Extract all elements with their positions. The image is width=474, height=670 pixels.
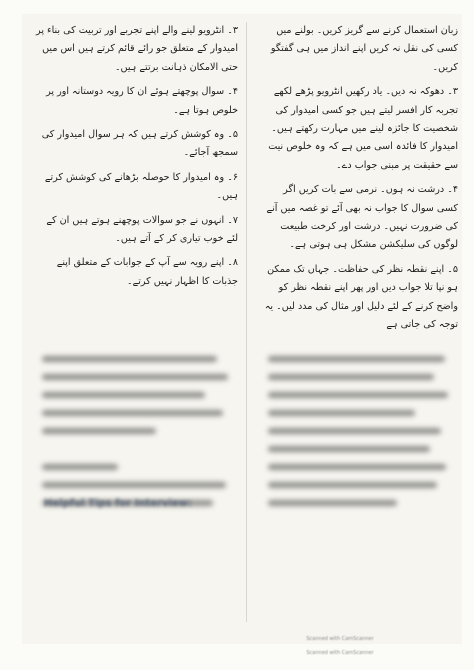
paragraph: ۵۔ اپنے نقطہ نظر کی حفاظت۔ جہاں تک ممکن ہو نپا تلا جواب دیں اور پھر اپنے نقطہ نظر کو واضح کرنے کے لئے دلیل اور مثال کی مدد لیں۔ یہ توجہ کی جاتی ہے <box>264 263 458 331</box>
paragraph: ۳۔ انٹرویو لینے والے اپنے تجربے اور تربیت کی بناء پر امیدوار کے متعلق جو رائے قائم کرتے ہیں اس میں حتی الامکان ذہانت برتتے ہیں۔ <box>36 25 238 73</box>
column-divider <box>246 22 247 622</box>
footer-watermark: Scanned with CamScanner <box>306 650 374 656</box>
paragraph: ۳۔ دھوکہ نہ دیں۔ یاد رکھیں انٹرویو پڑھے لکھے تجربہ کار افسر لیتے ہیں جو کسی امیدوار کی شخصیت کا جائزہ لینے میں مہارت رکھتے ہیں۔ امیدوار کا فائدہ اسی میں ہے کہ وہ خلوص نیت سے حقیقت پر مبنی جواب دے۔ <box>268 86 458 171</box>
paragraph: ۴۔ سوال پوچھتے ہوئے ان کا رویہ دوستانہ اور پر خلوص ہوتا ہے۔ <box>46 86 238 116</box>
paragraph: زبان استعمال کرنے سے گریز کریں۔ بولنے میں کسی کی نقل نہ کریں اپنے انداز میں ہی گفتگو کریں۔ <box>270 25 458 73</box>
tips-heading: Helpful Tips for Interview: <box>44 498 192 509</box>
blurred-text-left <box>42 344 232 584</box>
paragraph: ۵۔ وہ کوشش کرتے ہیں کہ ہر سوال امیدوار کی سمجھ آجائے۔ <box>41 129 238 159</box>
paragraph: ۸۔ اپنے رویہ سے آپ کے جوابات کے متعلق اپنے جذبات کا اظہار نہیں کرتے۔ <box>56 257 238 287</box>
footer-watermark: Scanned with CamScanner <box>306 636 374 642</box>
paragraph: ۷۔ انہوں نے جو سوالات پوچھنے ہوتے ہیں ان کے لئے خوب تیاری کر کے آتے ہیں۔ <box>46 214 238 245</box>
blurred-text-right <box>268 344 452 594</box>
paragraph: ۴۔ درشت نہ ہوں۔ نرمی سے بات کریں اگر کسی سوال کا جواب نہ بھی آئے تو غصہ میں آنے کی ضرورت نہیں۔ درشت اور کرخت طبیعت لوگوں کی سلیکشن مشکل ہی ہوتی ہے۔ <box>266 184 458 251</box>
paragraph: ۶۔ وہ امیدوار کا حوصلہ بڑھانے کی کوشش کرتے ہیں۔ <box>44 171 238 202</box>
document-page <box>22 14 462 644</box>
